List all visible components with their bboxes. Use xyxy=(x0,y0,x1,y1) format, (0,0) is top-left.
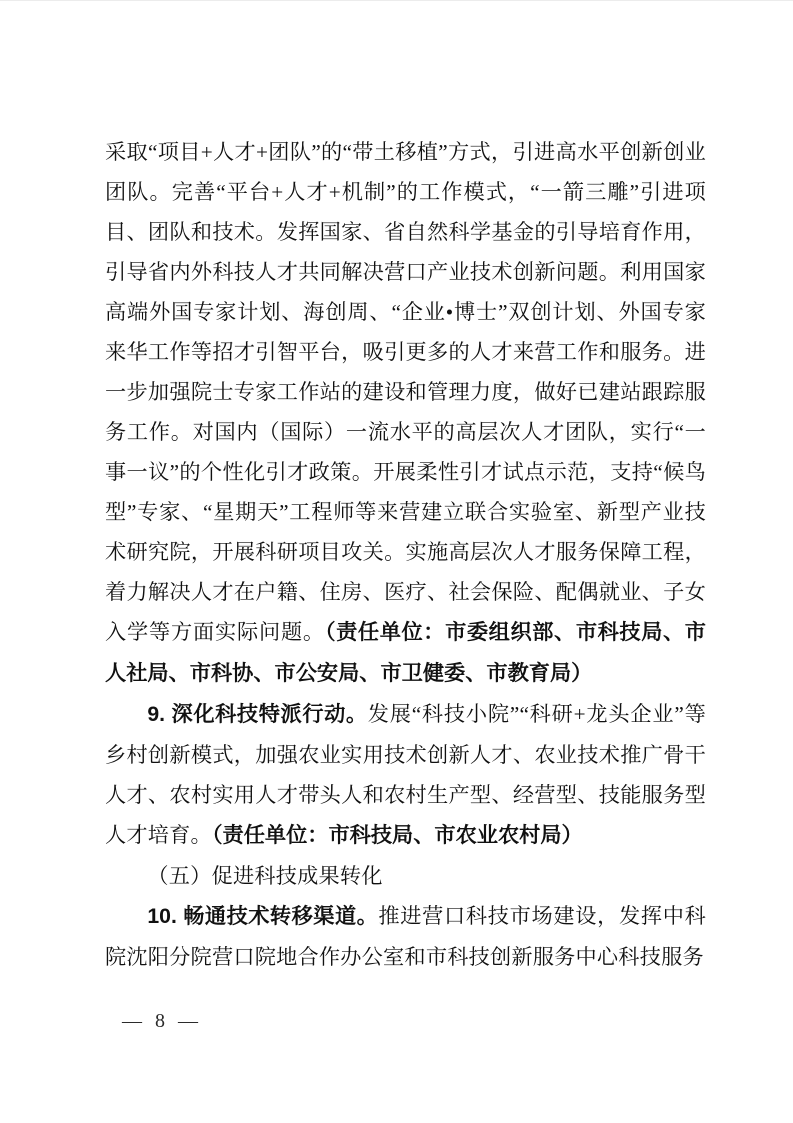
paragraph-section-5-heading xyxy=(105,856,706,896)
paragraph-item-9 xyxy=(105,694,706,856)
text-run: 发展“科技小院”“科研+龙头企业”等乡村创新模式，加强农业实用技术创新人才、农业技术推广骨干人才、农村实用人才带头人和农村生产型、经营型、技能服务型人才培育。 xyxy=(105,702,706,847)
text-run-bold: 9. 深化科技特派行动。 xyxy=(147,703,368,726)
document-body xyxy=(105,132,706,977)
text-run: 推进营口科技市场建设，发挥中科院沈阳分院营口院地合作办公室和市科技创新服务中心科技服务 xyxy=(105,904,706,969)
text-run-bold: 10. 畅通技术转移渠道。 xyxy=(147,905,379,928)
paragraph-talent-introduction xyxy=(105,132,706,694)
text-run-bold: （责任单位：市科技局、市农业农村局） xyxy=(211,824,583,847)
text-run-bold: （责任单位：市委组织部、市科技局、市人社局、市科协、市公安局、市卫健委、市教育局） xyxy=(105,621,706,685)
text-run: 采取“项目+人才+团队”的“带土移植”方式，引进高水平创新创业团队。完善“平台+人才+机制”的工作模式，“一箭三雕”引进项目、团队和技术。发挥国家、省自然科学基金的引导培育作用，引导省内外科技人才共同解决营口产业技术创新问题。利用国家高端外国专家计划、海创周、“企业•博士”双创计划、外国专家来华工作等招才引智平台，吸引更多的人才来营工作和服务。进一步加强院士专家工作站的建设和管理力度，做好已建站跟踪服务工作。对国内（国际）一流水平的高层次人才团队，实行“一事一议”的个性化引才政策。开展柔性引才试点示范，支持“候鸟型”专家、“星期天”工程师等来营建立联合实验室、新型产业技术研究院，开展科研项目攻关。实施高层次人才服务保障工程，着力解决人才在户籍、住房、医疗、社会保险、配偶就业、子女入学等方面实际问题。 xyxy=(105,140,706,644)
paragraph-item-10 xyxy=(105,896,706,977)
page-number: — 8 — xyxy=(122,1010,202,1032)
text-run: （五）促进科技成果转化 xyxy=(147,864,383,888)
